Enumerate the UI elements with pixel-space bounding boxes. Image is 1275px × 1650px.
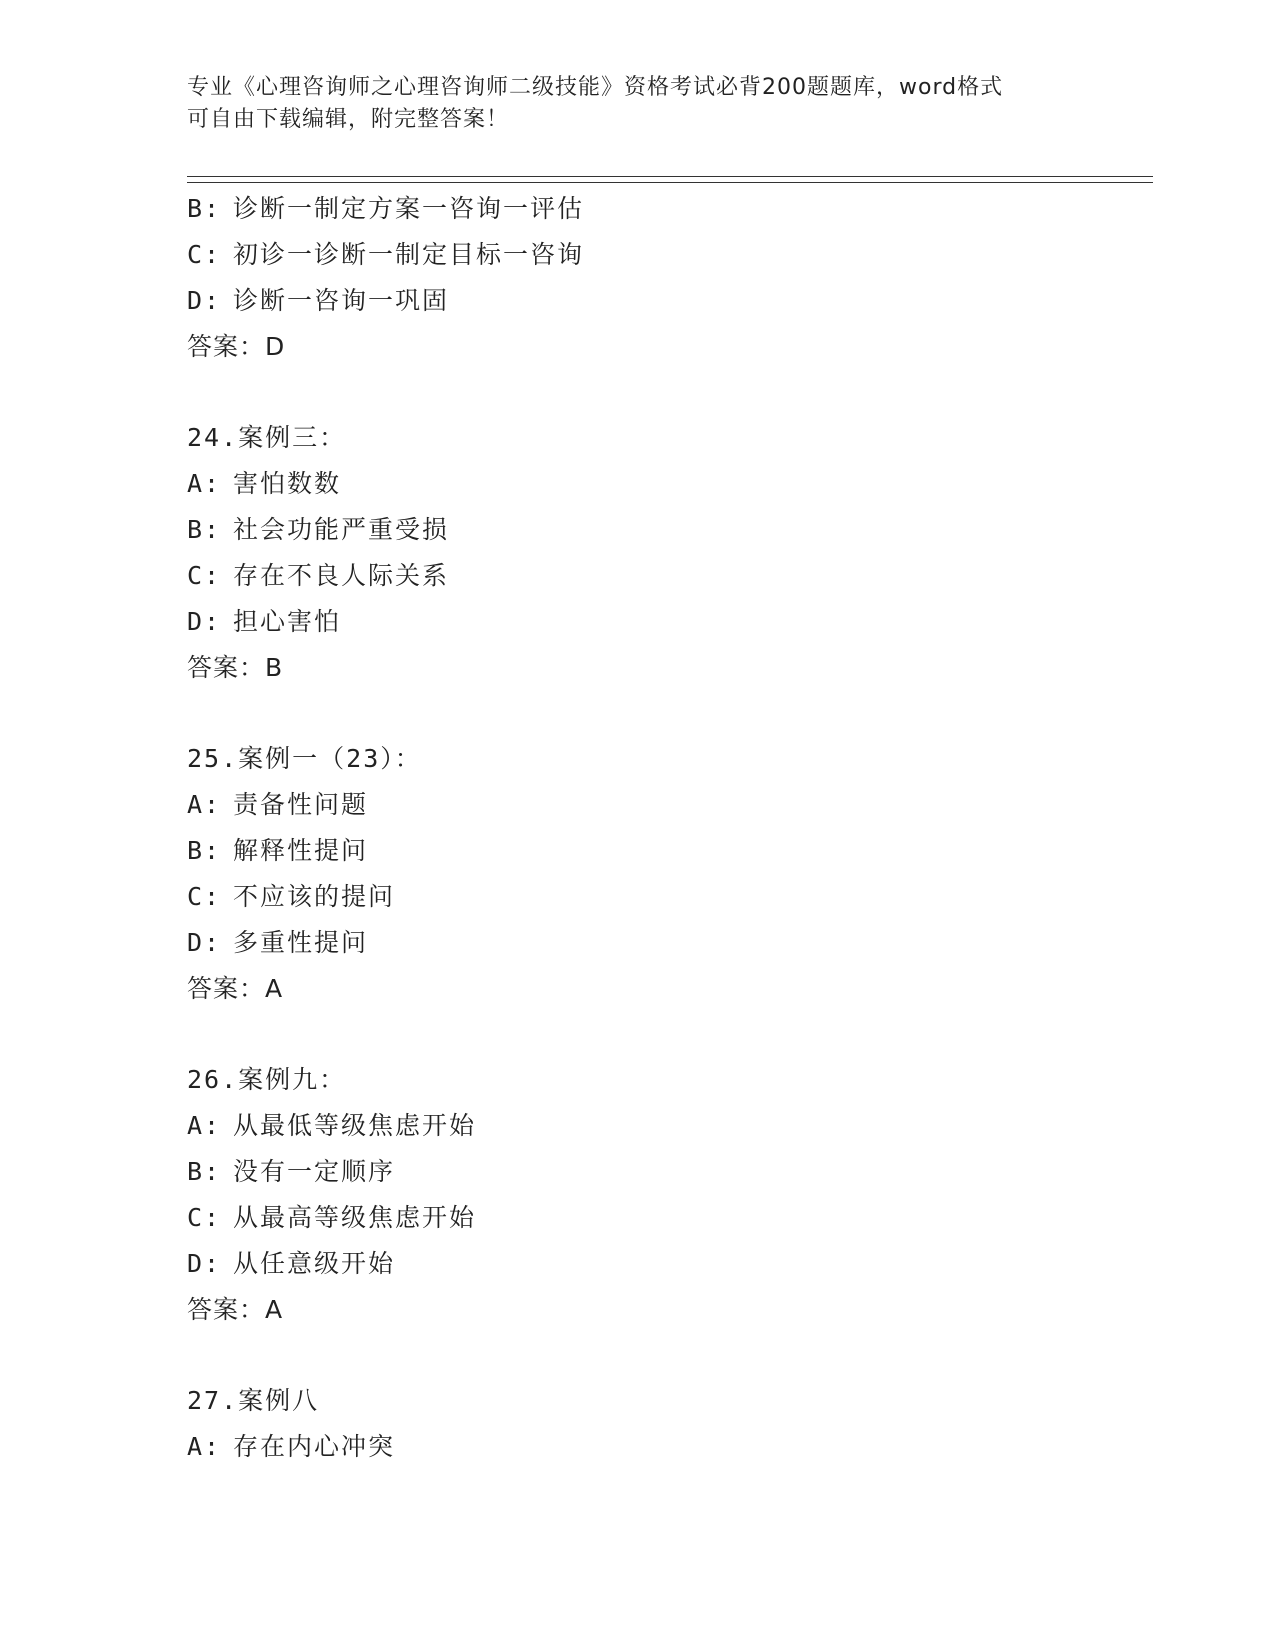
option-a: A: 责备性问题 bbox=[187, 790, 369, 819]
option-b: B: 没有一定顺序 bbox=[187, 1157, 396, 1186]
option-c: C: 存在不良人际关系 bbox=[187, 561, 450, 590]
option-d: D: 多重性提问 bbox=[187, 928, 369, 957]
question-24 bbox=[187, 415, 1137, 691]
question-list bbox=[187, 186, 1137, 1470]
question-title: 24.案例三： bbox=[187, 423, 347, 452]
answer-line: 答案：A bbox=[187, 1295, 284, 1324]
option-b: B: 社会功能严重受损 bbox=[187, 515, 450, 544]
option-b: B: 解释性提问 bbox=[187, 836, 369, 865]
option-d: D: 从任意级开始 bbox=[187, 1249, 396, 1278]
option-b: B: 诊断一制定方案一咨询一评估 bbox=[187, 194, 585, 223]
question-26 bbox=[187, 1057, 1137, 1333]
answer-line: 答案：A bbox=[187, 974, 284, 1003]
question-25 bbox=[187, 736, 1137, 1012]
option-a: A: 害怕数数 bbox=[187, 469, 342, 498]
document-header bbox=[187, 72, 1087, 136]
answer-line: 答案：D bbox=[187, 332, 286, 361]
header-line-1: 专业《心理咨询师之心理咨询师二级技能》资格考试必背200题题库，word格式 bbox=[187, 75, 1004, 100]
question-title: 25.案例一（23）： bbox=[187, 744, 422, 773]
answer-line: 答案：B bbox=[187, 653, 284, 682]
header-divider-top bbox=[187, 176, 1153, 177]
option-a: A: 存在内心冲突 bbox=[187, 1432, 396, 1461]
question-title: 27.案例八 bbox=[187, 1386, 320, 1415]
option-c: C: 初诊一诊断一制定目标一咨询 bbox=[187, 240, 585, 269]
question-title: 26.案例九： bbox=[187, 1065, 347, 1094]
header-line-2: 可自由下载编辑，附完整答案！ bbox=[187, 107, 510, 132]
option-a: A: 从最低等级焦虑开始 bbox=[187, 1111, 477, 1140]
option-d: D: 担心害怕 bbox=[187, 607, 342, 636]
option-c: C: 不应该的提问 bbox=[187, 882, 396, 911]
question-23-continued bbox=[187, 186, 1137, 370]
option-c: C: 从最高等级焦虑开始 bbox=[187, 1203, 477, 1232]
option-d: D: 诊断一咨询一巩固 bbox=[187, 286, 450, 315]
header-divider-bottom bbox=[187, 182, 1153, 183]
question-27 bbox=[187, 1378, 1137, 1470]
